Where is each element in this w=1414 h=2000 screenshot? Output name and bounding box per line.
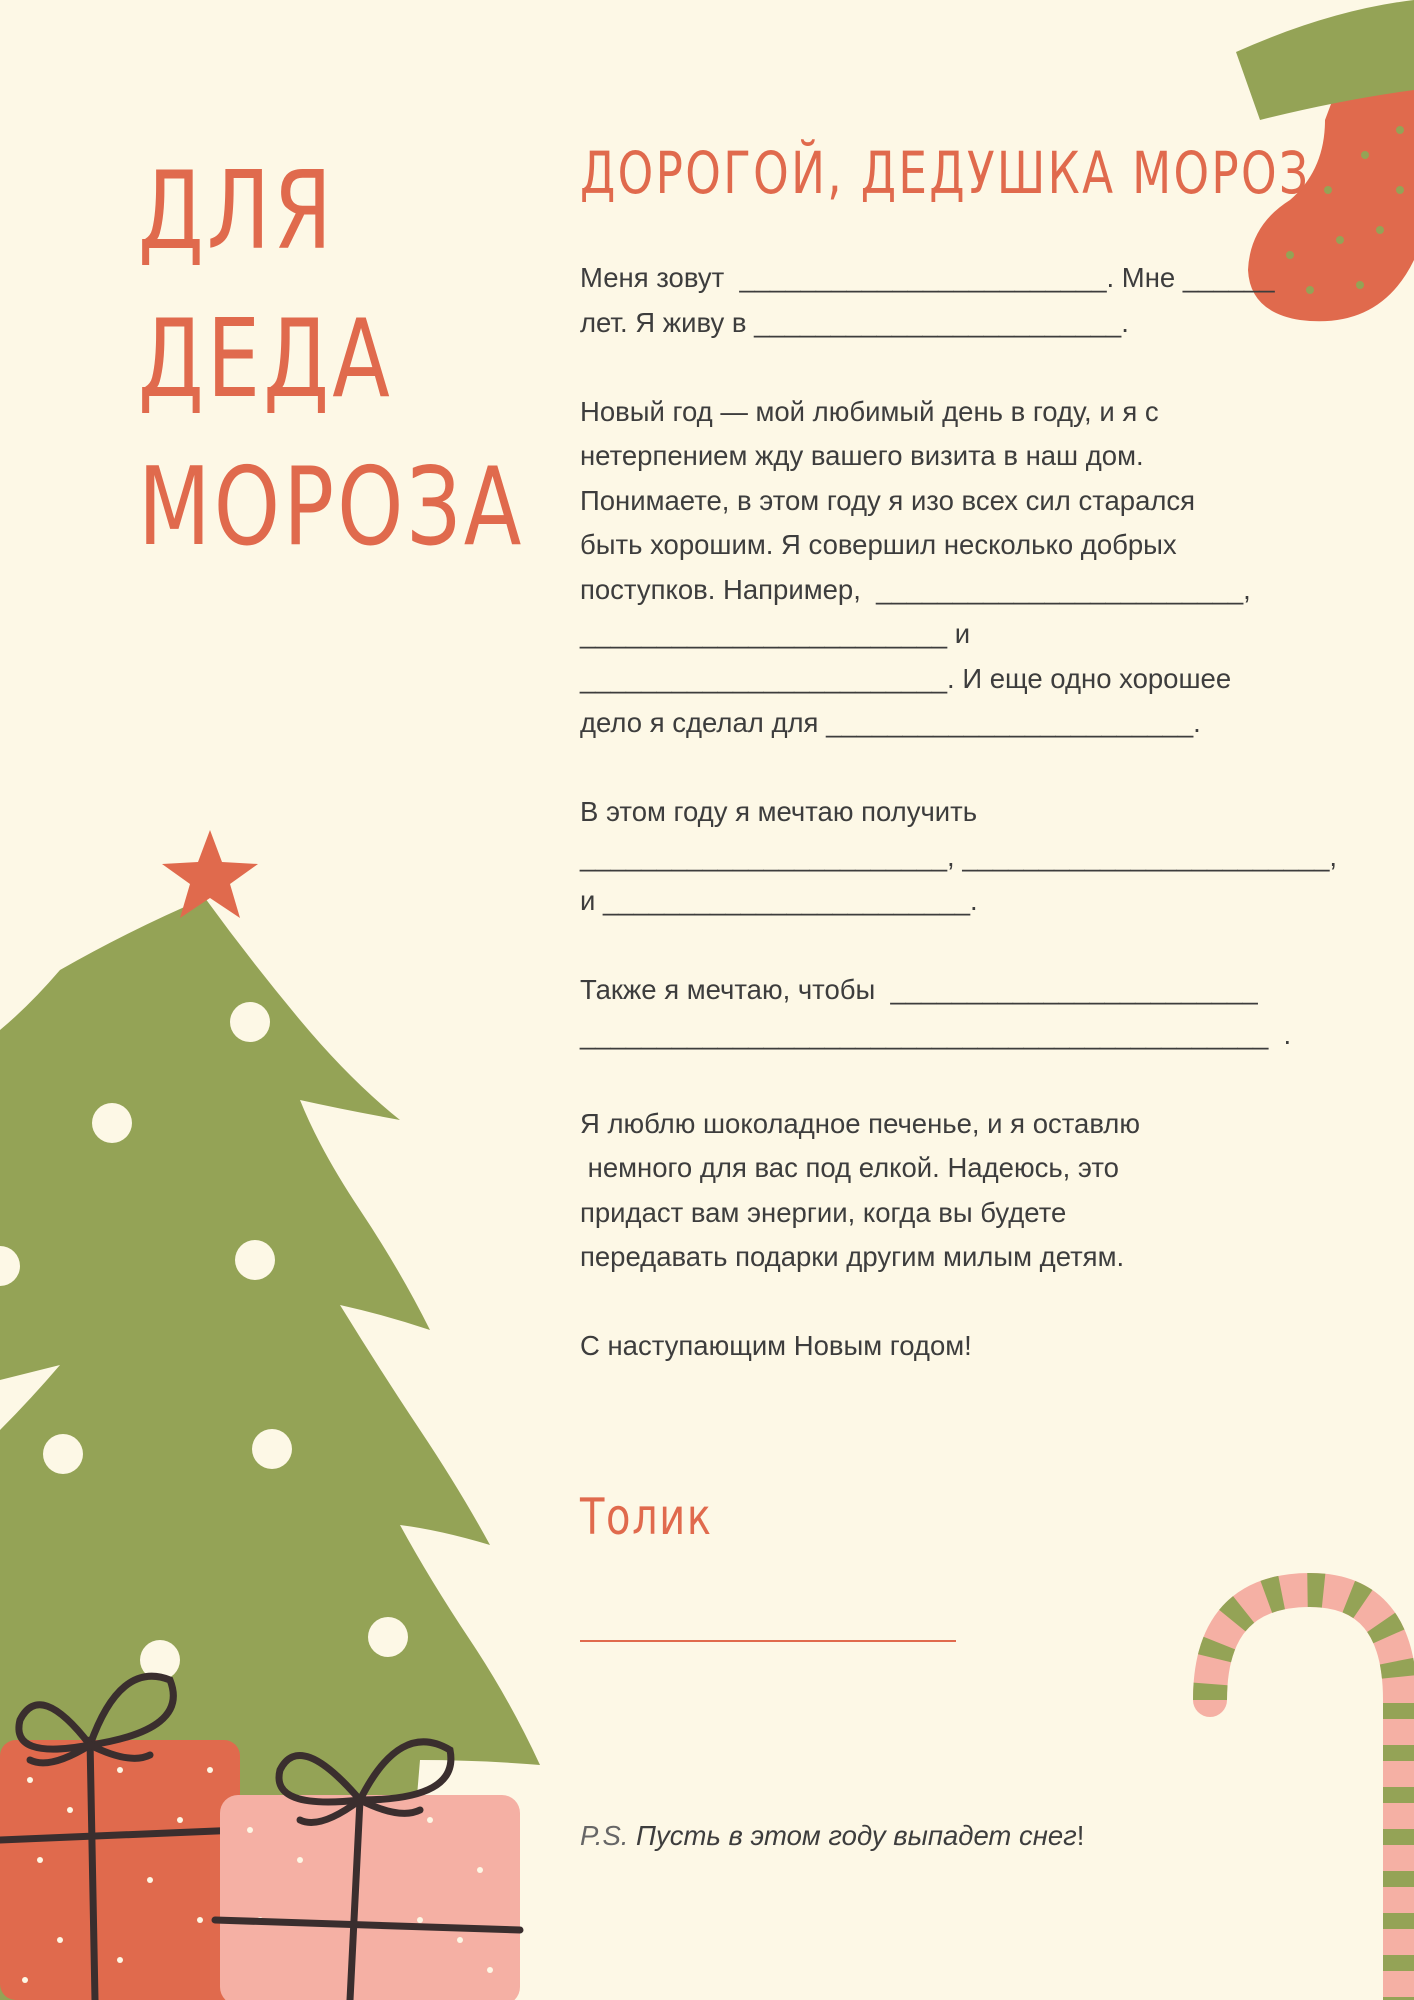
page-title: [138, 138, 525, 582]
text-line: поступков. Например, ________________________,: [580, 573, 1251, 605]
paragraph-gifts: [580, 790, 1338, 924]
ps-tag: P.S.: [580, 1820, 629, 1851]
text-line: Новый год — мой любимый день в году, и я с: [580, 395, 1159, 427]
title-line: МОРОЗА: [138, 445, 525, 570]
text-line: Я люблю шоколадное печенье, и я оставлю: [580, 1107, 1140, 1139]
text-line: Также я мечтаю, чтобы ________________________: [580, 974, 1258, 1005]
text-line: и ________________________.: [580, 885, 978, 916]
paragraph-cookies: [580, 1102, 1300, 1280]
paragraph-wish: [580, 968, 1300, 1057]
title-line: ДЛЯ: [138, 149, 336, 274]
paragraph-intro: [580, 256, 1300, 345]
postscript: [580, 1820, 1084, 1852]
letter-body: [580, 256, 1338, 1413]
signature-name: Толик: [580, 1488, 713, 1546]
candy-cane-illustration: [1190, 1570, 1414, 2000]
signature-line: [580, 1640, 956, 1642]
ps-end: !: [1076, 1820, 1085, 1851]
text-line: нетерпением жду вашего визита в наш дом.: [580, 440, 1144, 471]
text-line: _____________________________________________ .: [580, 1018, 1292, 1050]
text-line: передавать подарки другим милым детям.: [580, 1241, 1125, 1272]
title-line: ДЕДА: [138, 297, 393, 422]
letter-heading: ДОРОГОЙ, ДЕДУШКА МОРОЗ: [580, 139, 1311, 207]
text-line: дело я сделал для ________________________.: [580, 707, 1201, 738]
text-line: ________________________ и: [580, 618, 971, 649]
ps-text: Пусть в этом году выпадет снег: [628, 1820, 1077, 1851]
text-line: немного для вас под елкой. Надеюсь, это: [580, 1152, 1119, 1183]
text-line: придаст вам энергии, когда вы будете: [580, 1196, 1067, 1228]
text-line: В этом году я мечтаю получить: [580, 796, 978, 827]
text-line: быть хорошим. Я совершил несколько добрых: [580, 529, 1177, 560]
gift-boxes-illustration: [0, 1620, 540, 2000]
text-line: Понимаете, в этом году я изо всех сил старался: [580, 484, 1196, 516]
paragraph-greeting: [580, 1324, 1300, 1369]
text-line: С наступающим Новым годом!: [580, 1330, 972, 1361]
text-line: ________________________, ________________________,: [580, 840, 1338, 872]
text-line: лет. Я живу в ________________________.: [580, 306, 1129, 338]
text-line: ________________________. И еще одно хорошее: [580, 662, 1232, 694]
paragraph-good-deeds: [580, 390, 1300, 746]
text-line: Меня зовут ________________________. Мне ______: [580, 262, 1275, 293]
